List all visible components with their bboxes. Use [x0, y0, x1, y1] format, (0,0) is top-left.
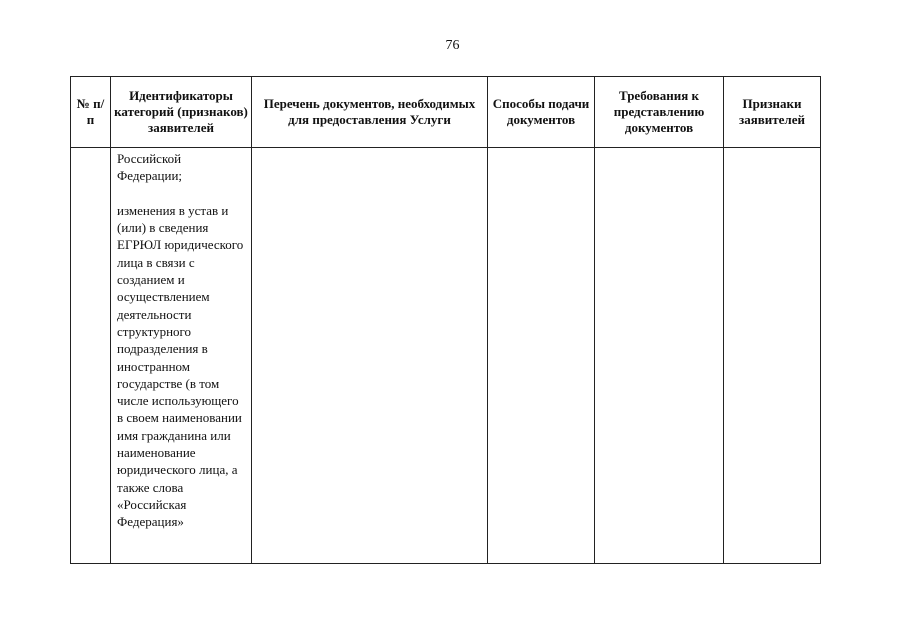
table-row — [71, 148, 821, 564]
cell-applicant-signs — [724, 148, 821, 564]
identifiers-text-part2: изменения в устав и (или) в сведения ЕГРЮЛ юридического лица в связи с созданием и осуществлением деятельности структурного подразделения в иностранном государстве (в том числе использующего в своем наименовании имя гражданина или наименование юридического лица, а также слова «Российская Федерация» — [117, 202, 244, 530]
cell-requirements — [595, 148, 724, 564]
cell-identifiers — [111, 148, 252, 564]
page-number: 76 — [445, 38, 460, 53]
documents-table — [70, 76, 821, 564]
header-documents: Перечень документов, необходимых для предоставления Услуги — [252, 77, 488, 148]
header-identifiers: Идентификаторы категорий (признаков) заявителей — [111, 77, 252, 148]
cell-number — [71, 148, 111, 564]
header-number: № п/п — [71, 77, 111, 148]
header-applicant-signs: Признаки заявителей — [724, 77, 821, 148]
cell-submission-methods — [488, 148, 595, 564]
identifiers-text-part1: Российской Федерации; — [117, 151, 183, 184]
header-submission-methods: Способы подачи документов — [488, 77, 595, 148]
header-requirements: Требования к представлению документов — [595, 77, 724, 148]
paragraph-gap — [117, 185, 247, 202]
table-header-row — [71, 77, 821, 148]
cell-documents — [252, 148, 488, 564]
